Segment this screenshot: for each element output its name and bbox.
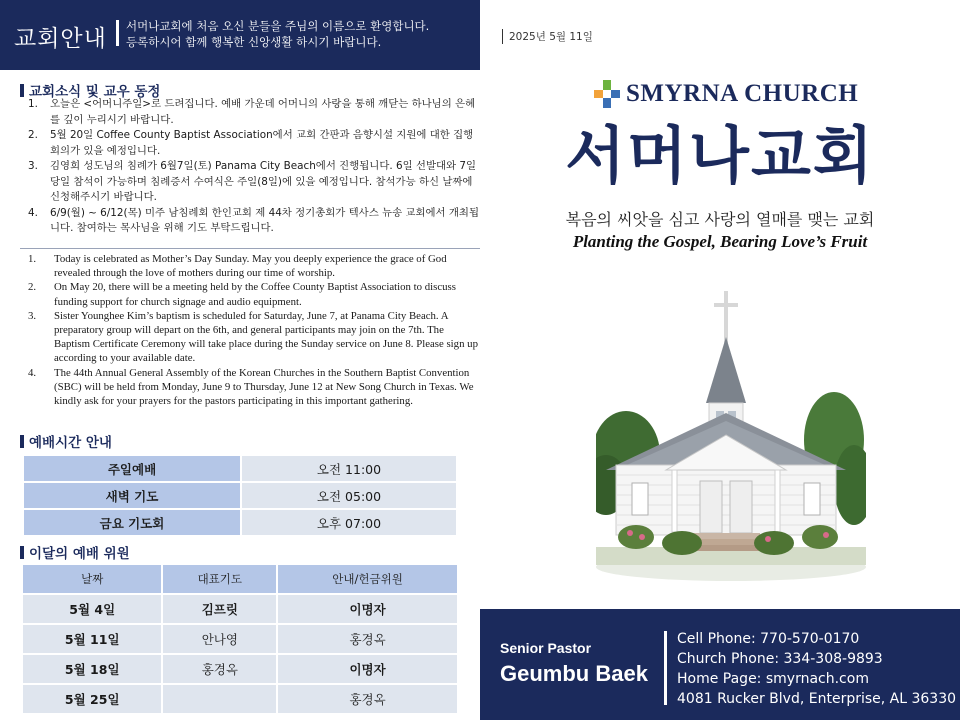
welcome-line-1: 서머나교회에 처음 오신 분들을 주님의 이름으로 환영합니다. — [126, 19, 430, 33]
welcome-message — [126, 18, 429, 50]
table-row — [23, 625, 457, 653]
pastor-name: Geumbu Baek — [500, 661, 648, 686]
service-time: 오전 05:00 — [242, 483, 456, 508]
item-number: 3. — [28, 309, 37, 322]
service-name: 주일예배 — [24, 456, 240, 481]
duty-prayer — [163, 685, 276, 713]
item-text: On May 20, there will be a meeting held by the Coffee County Baptist Association to discuss funding support for church signage and audio equipment. — [54, 281, 456, 308]
worship-duty-table — [21, 563, 459, 715]
duty-heading — [20, 542, 130, 562]
item-text: 김영희 성도님의 침례가 6월7일(토) Panama City Beach에서 진행됩니다. 6일 선발대와 7일 당일 참석이 가능하며 침례증서 수여식은 주일(8일)에 있을 예정입니다. 참석가능 하신 날짜에 신청해주시기 바랍니다. — [50, 160, 477, 203]
item-text: 오늘은 <어머니주일>로 드려집니다. 예배 가운데 어머니의 사랑을 통해 깨닫는 하나님의 은혜를 깊이 누리시기 바랍니다. — [50, 98, 476, 126]
table-row — [24, 456, 456, 481]
duty-usher: 이명자 — [278, 655, 457, 683]
homepage: Home Page: smyrnach.com — [677, 671, 869, 687]
duty-usher: 홍경옥 — [278, 625, 457, 653]
list-item — [24, 366, 480, 409]
service-time: 오후 07:00 — [242, 510, 456, 535]
list-item — [24, 206, 480, 237]
list-item — [24, 280, 480, 308]
cross-logo-icon — [594, 80, 620, 108]
pastor-role: Senior Pastor — [500, 640, 592, 656]
item-text: Today is celebrated as Mother’s Day Sunday. May you deeply experience the grace of God revealed through the love of mothers during our time of worship. — [54, 253, 447, 280]
column-header-date: 날짜 — [23, 565, 161, 593]
welcome-header — [0, 0, 480, 70]
duty-date: 5월 11일 — [23, 625, 161, 653]
table-row — [23, 595, 457, 623]
item-text: Sister Younghee Kim’s baptism is scheduled for Saturday, June 7, at Panama City Beach. A preparatory group will depart on the 6th, and general participants may join on the 7th. The Baptism Certificate Ceremony will take place during the Sunday service on June 8. Please sign up according to your available date. — [54, 309, 478, 365]
item-number: 2. — [28, 129, 38, 141]
section-marker-icon — [20, 435, 24, 448]
motto-english: Planting the Gospel, Bearing Love’s Fruit — [572, 232, 868, 251]
address: 4081 Rucker Blvd, Enterprise, AL 36330 — [677, 691, 957, 707]
item-number: 1. — [28, 98, 38, 110]
duty-prayer: 김프릿 — [163, 595, 276, 623]
item-number: 1. — [28, 253, 37, 265]
news-list-korean — [24, 97, 480, 237]
table-row — [23, 655, 457, 683]
bulletin-date: 2025년 5월 11일 — [502, 29, 593, 44]
column-header-usher: 안내/헌금위원 — [278, 565, 457, 593]
list-item — [24, 309, 480, 366]
duty-prayer: 안나영 — [163, 625, 276, 653]
service-name: 금요 기도회 — [24, 510, 240, 535]
church-building-image — [596, 285, 866, 585]
duty-date: 5월 18일 — [23, 655, 161, 683]
item-text: 5월 20일 Coffee County Baptist Association에서 교회 간판과 음향시설 지원에 대한 집행 회의가 있을 예정입니다. — [50, 129, 474, 157]
duty-heading-text: 이달의 예배 위원 — [29, 546, 130, 562]
list-item — [24, 252, 480, 280]
list-item — [24, 128, 480, 159]
news-heading-text: 교회소식 및 교우 동정 — [29, 84, 161, 100]
item-text: 6/9(월) ~ 6/12(목) 미주 남침례회 한인교회 제 44차 정기총회가 텍사스 뉴송 교회에서 개최됩니다. 참여하는 목사님을 위해 기도 부탁드립니다. — [50, 206, 479, 234]
list-item — [24, 159, 480, 206]
welcome-line-2: 등록하시어 함께 행복한 신앙생활 하시기 바랍니다. — [126, 35, 382, 49]
duty-usher: 이명자 — [278, 595, 457, 623]
column-header-prayer: 대표기도 — [163, 565, 276, 593]
worship-schedule-table — [22, 454, 458, 537]
service-name: 새벽 기도 — [24, 483, 240, 508]
logo-text: SMYRNA CHURCH — [626, 80, 859, 107]
table-header-row — [23, 565, 457, 593]
header-title: 교회안내 — [14, 26, 107, 52]
motto-korean: 복음의 씨앗을 심고 사랑의 열매를 맺는 교회 — [565, 210, 875, 229]
church-logo — [594, 80, 858, 108]
news-list-english — [24, 252, 480, 408]
section-marker-icon — [20, 84, 24, 97]
table-row — [24, 483, 456, 508]
duty-date: 5월 4일 — [23, 595, 161, 623]
table-row — [23, 685, 457, 713]
worship-heading — [20, 431, 112, 451]
header-divider — [116, 20, 119, 46]
duty-prayer: 홍경옥 — [163, 655, 276, 683]
item-number: 2. — [28, 281, 37, 294]
item-number: 4. — [28, 366, 37, 379]
worship-heading-text: 예배시간 안내 — [29, 435, 112, 451]
duty-date: 5월 25일 — [23, 685, 161, 713]
pastor-divider — [664, 631, 667, 705]
item-text: The 44th Annual General Assembly of the Korean Churches in the Southern Baptist Convention (SBC) will be held from Monday, June 9 to Thursday, June 12 at New Song Church in Texas. We kindly ask for your prayers for the pastors participating in this important gathering. — [54, 366, 474, 408]
item-number: 4. — [28, 206, 38, 219]
item-number: 3. — [28, 160, 38, 172]
section-marker-icon — [20, 546, 24, 559]
church-phone: Church Phone: 334-308-9893 — [677, 651, 883, 667]
list-item — [24, 97, 480, 128]
news-divider — [20, 248, 480, 249]
service-time: 오전 11:00 — [242, 456, 456, 481]
duty-usher: 홍경옥 — [278, 685, 457, 713]
table-row — [24, 510, 456, 535]
contact-info — [677, 629, 956, 709]
church-name: 서머나교회 — [565, 119, 875, 192]
cell-phone: Cell Phone: 770-570-0170 — [677, 631, 860, 647]
pastor-contact-bar — [480, 609, 960, 720]
